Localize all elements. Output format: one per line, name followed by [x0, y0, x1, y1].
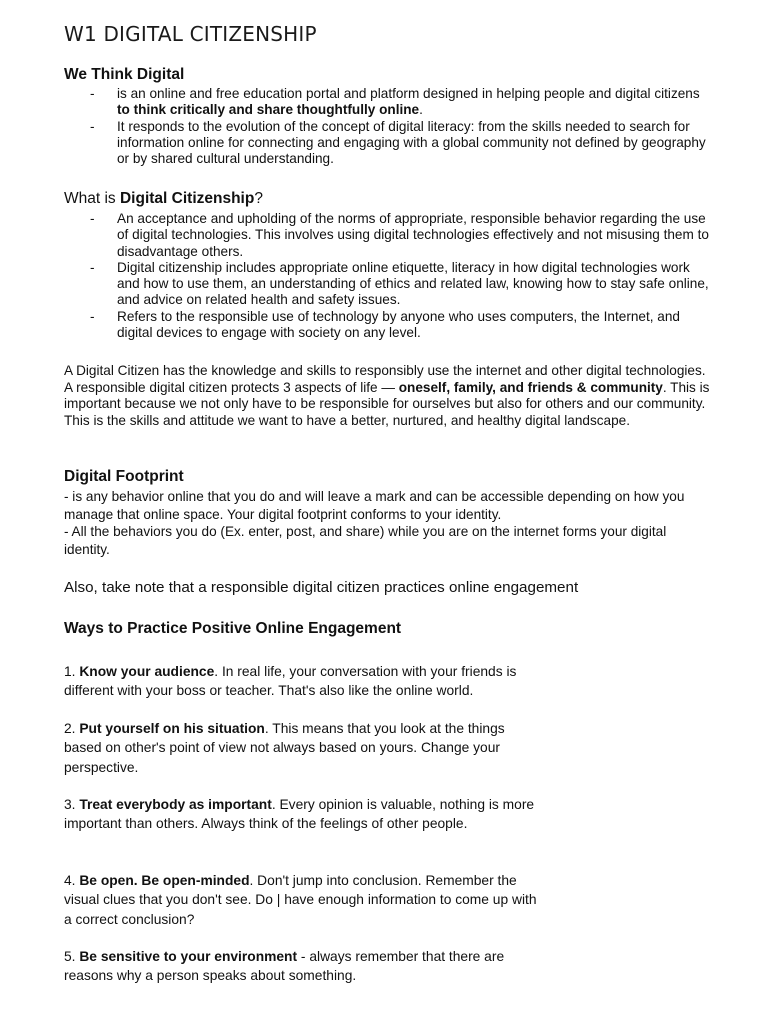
page-title: W1 DIGITAL CITIZENSHIP [64, 22, 317, 46]
list-item: 1. Know your audience. In real life, your conversation with your friends is different with your boss or teacher. That's also like the online world. [64, 664, 517, 699]
list-item: 2. Put yourself on his situation. This means that you look at the things based on other's point of view not always based on yours. Change your perspective. [64, 721, 505, 775]
list-item: 3. Treat everybody as important. Every opinion is valuable, nothing is more important than others. Always think of the feelings of other people. [64, 797, 535, 832]
we-think-digital-heading: We Think Digital [64, 66, 185, 83]
list-item: 5. Be sensitive to your environment - always remember that there are reasons why a person speaks about something. [64, 949, 505, 984]
digital-footprint-line-2: - All the behaviors you do (Ex. enter, post, and share) while you are on the internet forms your digital identity. [64, 524, 667, 557]
digital-citizenship-heading: What is Digital Citizenship? [64, 190, 263, 207]
ways-heading: Ways to Practice Positive Online Engagement [64, 620, 402, 637]
list-item: - Refers to the responsible use of technology by anyone who uses computers, the Internet, and digital devices to engage with society on any level. [64, 309, 714, 342]
digital-footprint-heading: Digital Footprint [64, 468, 184, 485]
digital-citizen-paragraph: A Digital Citizen has the knowledge and skills to responsibly use the internet and other digital technologies. A responsible digital citizen protects 3 aspects of life — oneself, family, and friends & community. This is important because we not only have to be responsible for ourselves but also for others and our community. This is the skills and attitude we want to have a better, nurtured, and healthy digital landscape. [64, 363, 710, 429]
list-item: - is an online and free education portal and platform designed in helping people and digital citizens to think critically and share thoughtfully online. [64, 86, 714, 119]
digital-footprint-line-1: - is any behavior online that you do and will leave a mark and can be accessible depending on how you manage that online space. Your digital footprint conforms to your identity. [64, 489, 685, 522]
list-item: - An acceptance and upholding of the norms of appropriate, responsible behavior regarding the use of digital technologies. This involves using digital technologies effectively and not misusing them to disadvantage others. [64, 211, 714, 260]
engagement-note: Also, take note that a responsible digital citizen practices online engagement [64, 579, 579, 596]
list-item: - It responds to the evolution of the concept of digital literacy: from the skills needed to search for information online for connecting and engaging with a global community not defined by geography or by shared cultural understanding. [64, 119, 714, 168]
list-item: 4. Be open. Be open-minded. Don't jump into conclusion. Remember the visual clues that you don't see. Do | have enough information to come up with a correct conclusion? [64, 873, 537, 927]
digital-citizenship-list [64, 211, 714, 341]
we-think-digital-list [64, 86, 714, 167]
list-item: - Digital citizenship includes appropriate online etiquette, literacy in how digital technologies work and how to use them, an understanding of ethics and related law, knowing how to stay safe online, and advice on related health and safety issues. [64, 260, 714, 309]
